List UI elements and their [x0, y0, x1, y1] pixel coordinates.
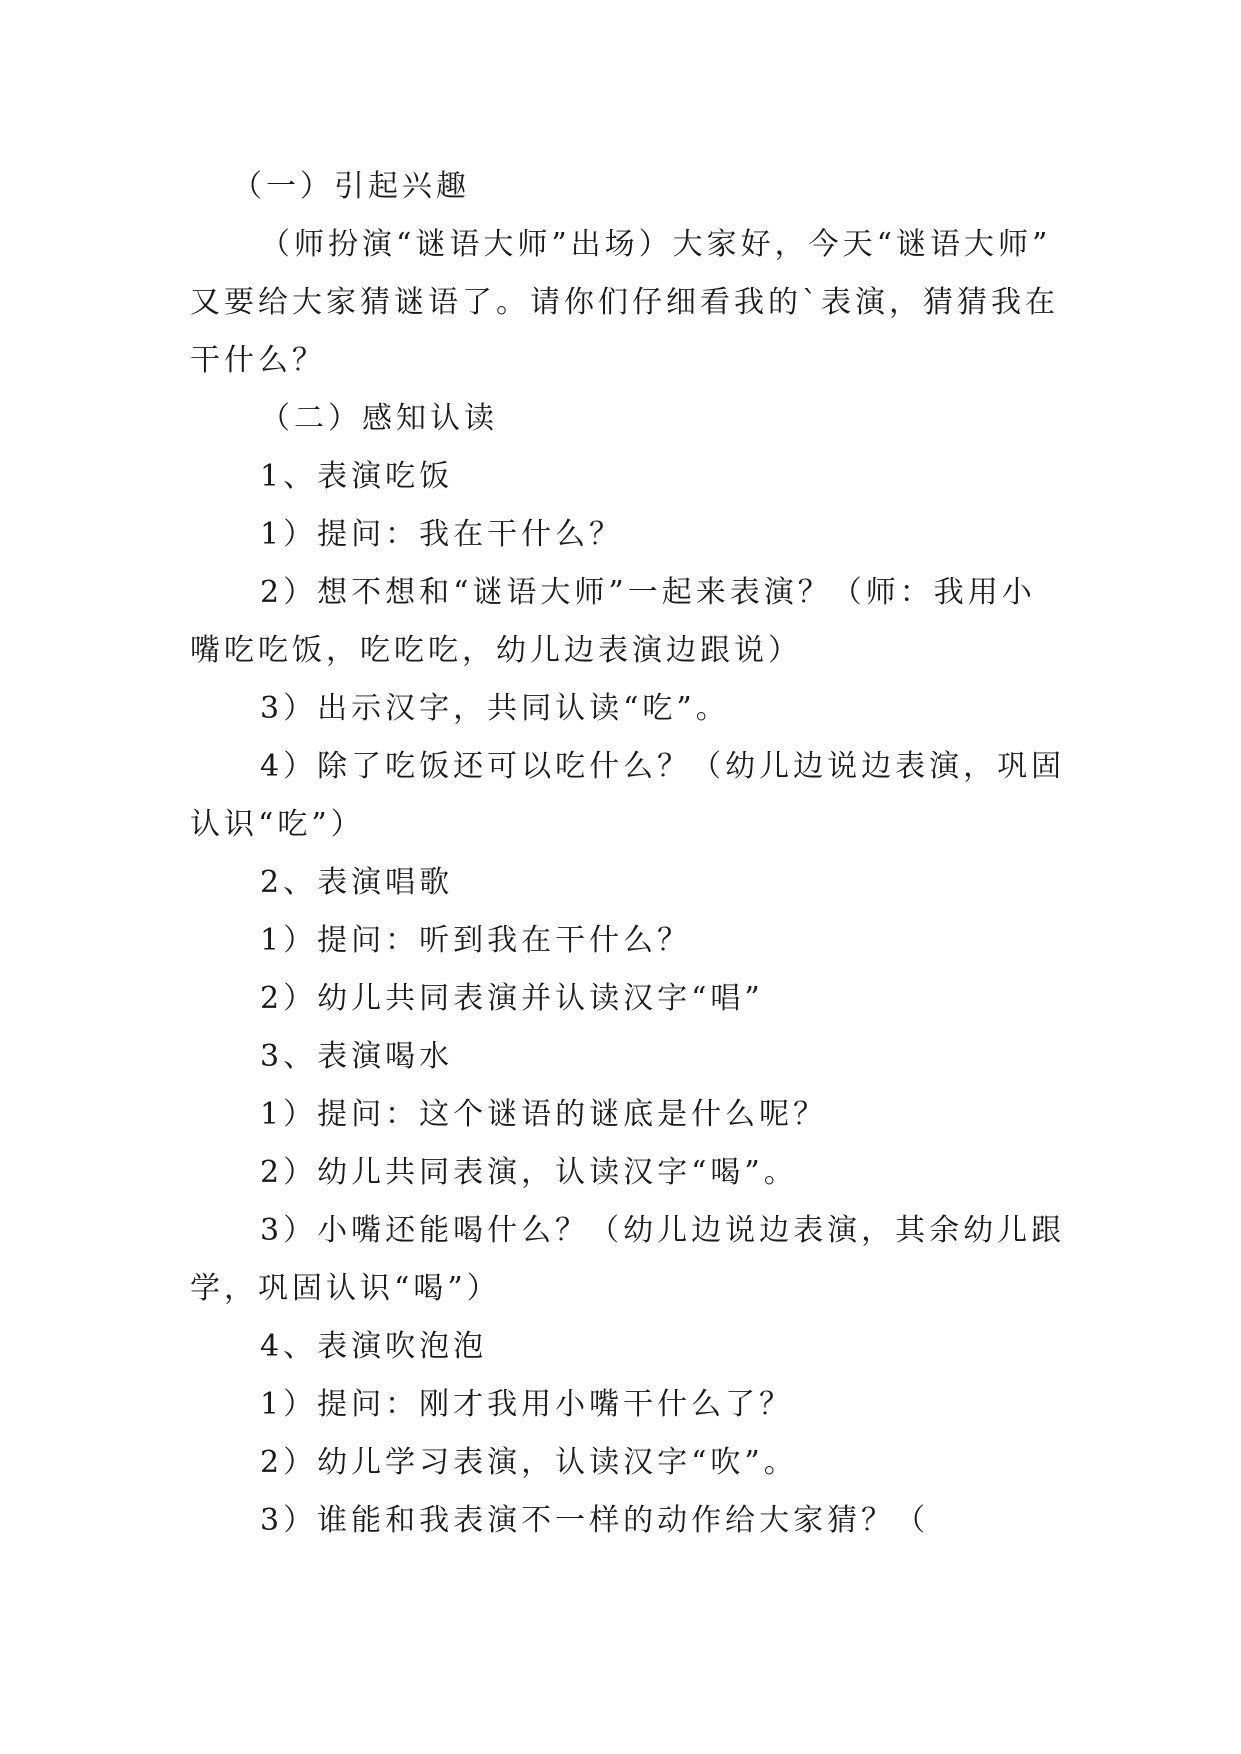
list-item: 3）出示汉字，共同认读“吃”。: [260, 691, 730, 726]
section-heading-2: （二）感知认读: [260, 401, 498, 436]
list-item: 3）谁能和我表演不一样的动作给大家猜？（: [260, 1503, 930, 1538]
subheading-3: 3、表演喝水: [260, 1039, 454, 1074]
list-item: 2）想不想和“谜语大师”一起来表演？（师：我用小: [260, 575, 1036, 610]
paragraph-line: 干什么？: [190, 343, 326, 378]
list-item: 4）除了吃饭还可以吃什么？（幼儿边说边表演，巩固: [260, 749, 1066, 784]
list-item: 1）提问：我在干什么？: [260, 517, 624, 552]
subheading-1: 1、表演吃饭: [260, 459, 454, 494]
list-item: 2）幼儿学习表演，认读汉字“吹”。: [260, 1445, 798, 1480]
subheading-4: 4、表演吹泡泡: [260, 1329, 488, 1364]
list-item: 1）提问：这个谜语的谜底是什么呢？: [260, 1097, 828, 1132]
list-item: 1）提问：听到我在干什么？: [260, 923, 692, 958]
paragraph-line: 又要给大家猜谜语了。请你们仔细看我的`表演，猜猜我在: [190, 285, 1059, 320]
list-item: 3）小嘴还能喝什么？（幼儿边说边表演，其余幼儿跟: [260, 1213, 1066, 1248]
document-body: [190, 158, 1066, 1550]
subheading-2: 2、表演唱歌: [260, 865, 454, 900]
list-item-continuation: 认识“吃”）: [190, 807, 365, 842]
list-item-continuation: 学，巩固认识“喝”）: [190, 1271, 501, 1306]
list-item: 2）幼儿共同表演，认读汉字“喝”。: [260, 1155, 798, 1190]
paragraph-line: （师扮演“谜语大师”出场）大家好，今天“谜语大师”: [260, 227, 1052, 262]
list-item-continuation: 嘴吃吃饭，吃吃吃，幼儿边表演边跟说）: [190, 633, 802, 668]
list-item: 2）幼儿共同表演并认读汉字“唱”: [260, 981, 764, 1016]
section-heading-1: （一）引起兴趣: [232, 169, 470, 204]
list-item: 1）提问：刚才我用小嘴干什么了？: [260, 1387, 794, 1422]
